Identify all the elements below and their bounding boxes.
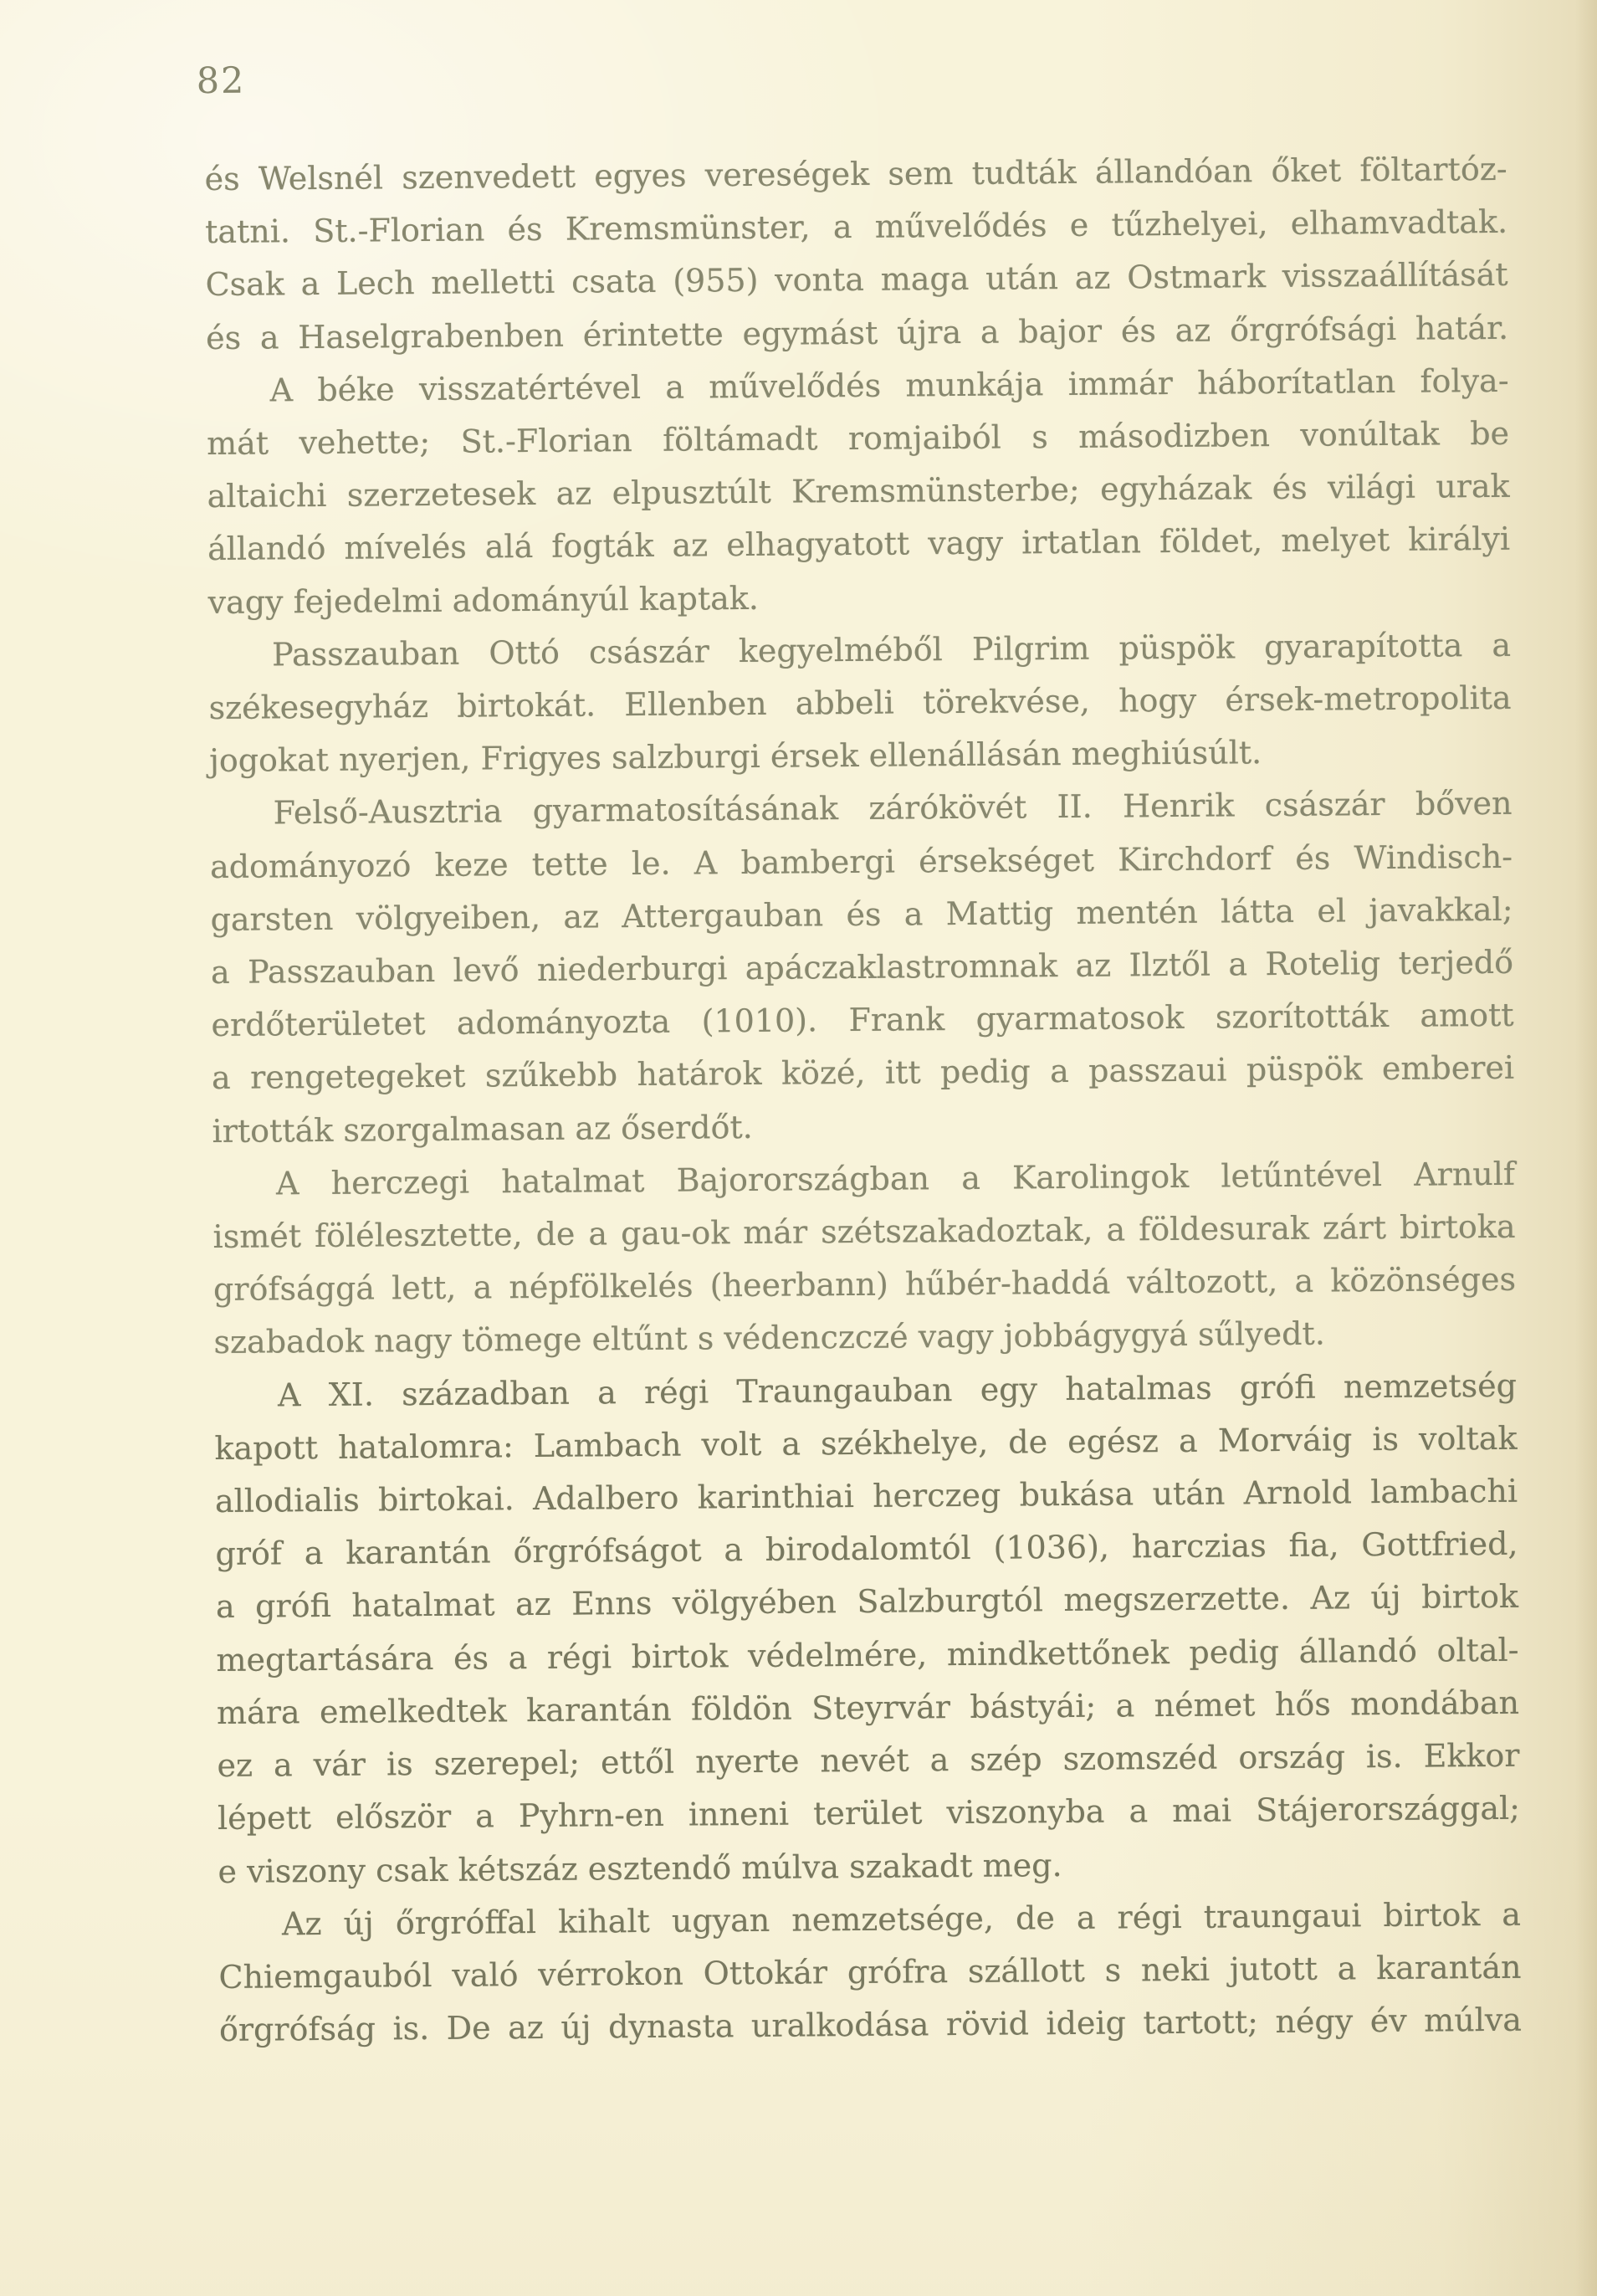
text-line: grófsággá lett, a népfölkelés (heerbann) hűbér-haddá változott, a közönséges bbox=[212, 1261, 1517, 1309]
text-line: őrgrófság is. De az új dynasta uralkodása rövid ideig tartott; négy év múlva bbox=[218, 2001, 1523, 2049]
text-line: szabadok nagy tömege eltűnt s védenczczé vagy jobbágygyá sűlyedt. bbox=[213, 1315, 1325, 1361]
paragraph bbox=[204, 143, 1508, 365]
text-block bbox=[204, 143, 1522, 2057]
paragraph bbox=[218, 1888, 1522, 2057]
text-line: a rengetegeket szűkebb határok közé, itt pedig a passzaui püspök emberei bbox=[211, 1049, 1515, 1097]
text-line: Passzauban Ottó császár kegyelméből Pilgrim püspök gyarapította a bbox=[271, 626, 1512, 674]
text-line: lépett először a Pyhrn-en inneni terület viszonyba a mai Stájerországgal; bbox=[217, 1790, 1521, 1837]
paragraph bbox=[206, 355, 1510, 629]
text-line: és Welsnél szenvedett egyes vereségek sem tudták állandóan őket föltartóz- bbox=[204, 150, 1507, 198]
text-line: Felső-Ausztria gyarmatosításának zárókövét II. Henrik császár bőven bbox=[273, 785, 1513, 832]
page-number: 82 bbox=[196, 59, 246, 103]
text-line: A béke visszatértével a művelődés munkája immár háborítatlan folya- bbox=[269, 361, 1509, 409]
text-line: Chiemgauból való vérrokon Ottokár grófra szállott s neki jutott a karantán bbox=[218, 1948, 1522, 1996]
text-line: a grófi hatalmat az Enns völgyében Salzburgtól megszerzette. Az új birtok bbox=[215, 1578, 1519, 1626]
text-line: mára emelkedtek karantán földön Steyrvár bástyái; a német hős mondában bbox=[216, 1684, 1520, 1731]
text-line: adományozó keze tette le. A bambergi érsekséget Kirchdorf és Windisch- bbox=[209, 838, 1513, 885]
text-line: garsten völgyeiben, az Attergauban és a Mattig mentén látta el javakkal; bbox=[210, 890, 1513, 938]
text-line: jogokat nyerjen, Frigyes salzburgi érsek ellenállásán meghiúsúlt. bbox=[208, 734, 1262, 780]
text-line: megtartására és a régi birtok védelmére, mindkettőnek pedig állandó oltal- bbox=[216, 1631, 1519, 1678]
text-line: Csak a Lech melletti csata (955) vonta maga után az Ostmark visszaállítását bbox=[205, 256, 1508, 304]
text-line: vagy fejedelmi adományúl kaptak. bbox=[207, 579, 760, 621]
text-line: székesegyház birtokát. Ellenben abbeli törekvése, hogy érsek-metropolita bbox=[208, 679, 1512, 727]
paragraph bbox=[209, 777, 1514, 1158]
text-line: a Passzauban levő niederburgi apáczaklastromnak az Ilztől a Rotelig terjedő bbox=[210, 943, 1514, 992]
text-line: mát vehette; St.-Florian föltámadt romjaiból s másodizben vonúltak be bbox=[206, 414, 1510, 463]
paragraph bbox=[214, 1359, 1521, 1898]
text-line: erdőterületet adományozta (1010). Frank gyarmatosok szorították amott bbox=[211, 997, 1514, 1044]
text-line: ismét fölélesztette, de a gau-ok már szétszakadoztak, a földesurak zárt birtoka bbox=[212, 1207, 1516, 1256]
text-line: altaichi szerzetesek az elpusztúlt Kremsmünsterbe; egyházak és világi urak bbox=[207, 468, 1510, 515]
text-line: gróf a karantán őrgrófságot a birodalomtól (1036), harczias fia, Gottfried, bbox=[215, 1525, 1518, 1573]
text-line: állandó mívelés alá fogták az elhagyatott vagy irtatlan földet, melyet királyi bbox=[207, 520, 1511, 568]
text-line: allodialis birtokai. Adalbero karinthiai herczeg bukása után Arnold lambachi bbox=[214, 1472, 1518, 1520]
text-line: tatni. St.-Florian és Kremsmünster, a művelődés e tűzhelyei, elhamvadtak. bbox=[204, 203, 1508, 251]
text-line: Az új őrgróffal kihalt ugyan nemzetsége, de a régi traungaui birtok a bbox=[281, 1895, 1522, 1943]
text-line: A XI. században a régi Traungauban egy hatalmas grófi nemzetség bbox=[277, 1366, 1518, 1414]
text-line: ez a vár is szerepel; ettől nyerte nevét a szép szomszéd ország is. Ekkor bbox=[217, 1736, 1520, 1785]
text-line: kapott hatalomra: Lambach volt a székhelye, de egész a Morváig is voltak bbox=[214, 1419, 1518, 1467]
text-line: és a Haselgrabenben érintette egymást újra a bajor és az őrgrófsági határ. bbox=[205, 309, 1509, 356]
text-line: irtották szorgalmasan az őserdőt. bbox=[212, 1108, 753, 1150]
paragraph bbox=[212, 1148, 1517, 1370]
text-line: A herczegi hatalmat Bajorországban a Karolingok letűntével Arnulf bbox=[275, 1155, 1516, 1202]
paragraph bbox=[208, 619, 1512, 788]
text-line: e viszony csak kétszáz esztendő múlva szakadt meg. bbox=[218, 1846, 1062, 1890]
